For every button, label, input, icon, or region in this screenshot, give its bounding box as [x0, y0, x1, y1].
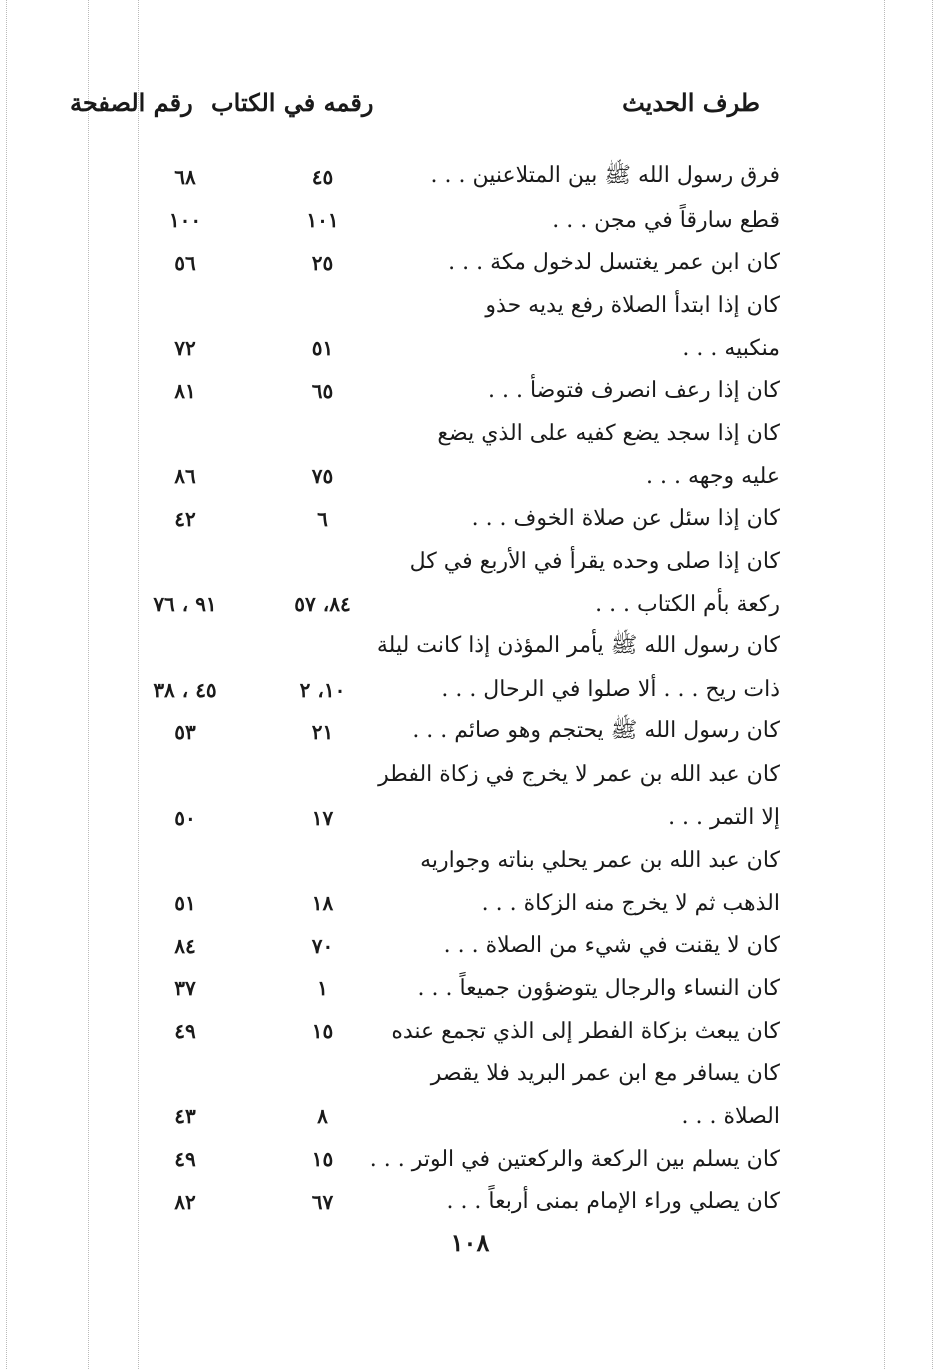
hadith-text: قطع سارقاً في مجن . . . — [552, 207, 780, 233]
hadith-column-heading: طرف الحديث — [622, 88, 760, 117]
hadith-text: كان يصلي وراء الإمام بمنى أربعاً . . . — [446, 1189, 780, 1215]
index-row — [60, 924, 780, 967]
hadith-text: كان ابن عمر يغتسل لدخول مكة . . . — [448, 250, 780, 276]
hadith-text: عليه وجهه . . . — [646, 463, 780, 489]
book-number: ١٥ — [311, 1147, 334, 1172]
hadith-text: ذات ريح . . . ألا صلوا في الرحال . . . — [441, 677, 780, 703]
book-number: ٦٥ — [311, 378, 334, 403]
book-number: ١٠، ٢ — [299, 677, 346, 702]
book-number: ٧٥ — [311, 464, 334, 489]
book-number: ٨٤، ٥٧ — [294, 592, 351, 617]
book-number: ١٥ — [311, 1019, 334, 1044]
index-row — [60, 1181, 780, 1224]
hadith-text: كان إذا رعف انصرف فتوضأ . . . — [488, 378, 780, 404]
page-ref: ٧٢ — [174, 336, 196, 361]
index-row — [60, 284, 780, 327]
hadith-text: إلا التمر . . . — [668, 805, 780, 831]
hadith-text: كان إذا سئل عن صلاة الخوف . . . — [471, 506, 780, 532]
page-ref: ٥٠ — [174, 805, 196, 830]
index-row — [60, 1095, 780, 1138]
hadith-text: منكبيه . . . — [682, 335, 780, 361]
page-ref: ٨٦ — [174, 464, 196, 489]
index-row — [60, 882, 780, 925]
page-ref: ٤٥ ، ٣٨ — [153, 677, 217, 702]
hadith-text: كان النساء والرجال يتوضؤون جميعاً . . . — [417, 975, 780, 1001]
page-ref: ٥٦ — [174, 250, 196, 275]
page-ref: ٤٩ — [174, 1147, 196, 1172]
book-number: ٧٠ — [311, 933, 334, 958]
page-ref: ٨٤ — [174, 933, 196, 958]
page-ref: ٥١ — [174, 891, 196, 916]
hadith-text: كان عبد الله بن عمر يحلي بناته وجواريه — [420, 847, 780, 873]
book-number: ٤٥ — [311, 165, 334, 190]
index-row — [60, 455, 780, 498]
hadith-text: فرق رسول الله ﷺ بين المتلاعنين . . . — [430, 163, 780, 189]
hadith-text: الذهب ثم لا يخرج منه الزكاة . . . — [481, 890, 780, 916]
page-number-heading: رقم الصفحة — [70, 88, 193, 117]
hadith-text: كان عبد الله بن عمر لا يخرج في زكاة الفطر — [378, 762, 780, 788]
hadith-text: ركعة بأم الكتاب . . . — [595, 591, 780, 617]
index-row — [60, 540, 780, 583]
page-ref: ٣٧ — [174, 976, 196, 1001]
index-row — [60, 839, 780, 882]
page-ref: ٤٢ — [174, 506, 196, 531]
index-row — [60, 626, 780, 669]
book-number: ٥١ — [311, 336, 334, 361]
page-ref: ٦٨ — [174, 165, 196, 190]
index-row — [60, 498, 780, 541]
book-number: ٦ — [317, 506, 328, 531]
book-number: ٦٧ — [311, 1189, 334, 1214]
page-ref: ٥٣ — [174, 720, 196, 745]
hadith-index-list — [60, 156, 780, 1223]
index-row — [60, 241, 780, 284]
index-row — [60, 1010, 780, 1053]
book-number: ١٧ — [311, 805, 334, 830]
book-number-heading: رقمه في الكتاب — [211, 88, 374, 117]
index-row — [60, 327, 780, 370]
book-number: ٢٥ — [311, 250, 334, 275]
page-ref: ٨١ — [174, 378, 196, 403]
page-ref: ٩١ ، ٧٦ — [153, 592, 217, 617]
hadith-text: كان لا يقنت في شيء من الصلاة . . . — [443, 933, 780, 959]
page-ref: ١٠٠ — [168, 208, 202, 233]
hadith-text: كان يبعث بزكاة الفطر إلى الذي تجمع عنده — [391, 1018, 780, 1044]
book-number: ٨ — [317, 1104, 328, 1129]
index-row — [60, 796, 780, 839]
book-number: ٢١ — [311, 720, 334, 745]
index-row — [60, 711, 780, 754]
hadith-text: كان رسول الله ﷺ يحتجم وهو صائم . . . — [412, 718, 780, 744]
page-ref: ٤٩ — [174, 1019, 196, 1044]
page-ref: ٨٢ — [174, 1189, 196, 1214]
index-row — [60, 199, 780, 242]
number-columns-heading — [60, 88, 373, 117]
index-row — [60, 583, 780, 626]
index-row — [60, 1138, 780, 1181]
index-row — [60, 369, 780, 412]
book-number: ١٨ — [311, 891, 334, 916]
hadith-text: الصلاة . . . — [681, 1103, 780, 1129]
index-row — [60, 754, 780, 797]
table-header — [60, 88, 780, 134]
hadith-text: كان يسافر مع ابن عمر البريد فلا يقصر — [430, 1061, 780, 1087]
book-number: ١ — [317, 976, 328, 1001]
book-number: ١٠١ — [306, 208, 339, 233]
index-row — [60, 967, 780, 1010]
hadith-text: كان رسول الله ﷺ يأمر المؤذن إذا كانت ليلة — [376, 632, 780, 658]
index-row — [60, 156, 780, 199]
index-page — [60, 88, 780, 1223]
index-row — [60, 1052, 780, 1095]
hadith-text: كان إذا ابتدأ الصلاة رفع يديه حذو — [485, 292, 780, 318]
index-row — [60, 668, 780, 711]
page-ref: ٤٣ — [174, 1104, 196, 1129]
hadith-text: كان يسلم بين الركعة والركعتين في الوتر . . . — [369, 1146, 780, 1172]
hadith-text: كان إذا صلى وحده يقرأ في الأربع في كل — [409, 549, 780, 575]
index-row — [60, 412, 780, 455]
hadith-text: كان إذا سجد يضع كفيه على الذي يضع — [437, 420, 780, 446]
page-number: ١٠٨ — [450, 1228, 490, 1257]
